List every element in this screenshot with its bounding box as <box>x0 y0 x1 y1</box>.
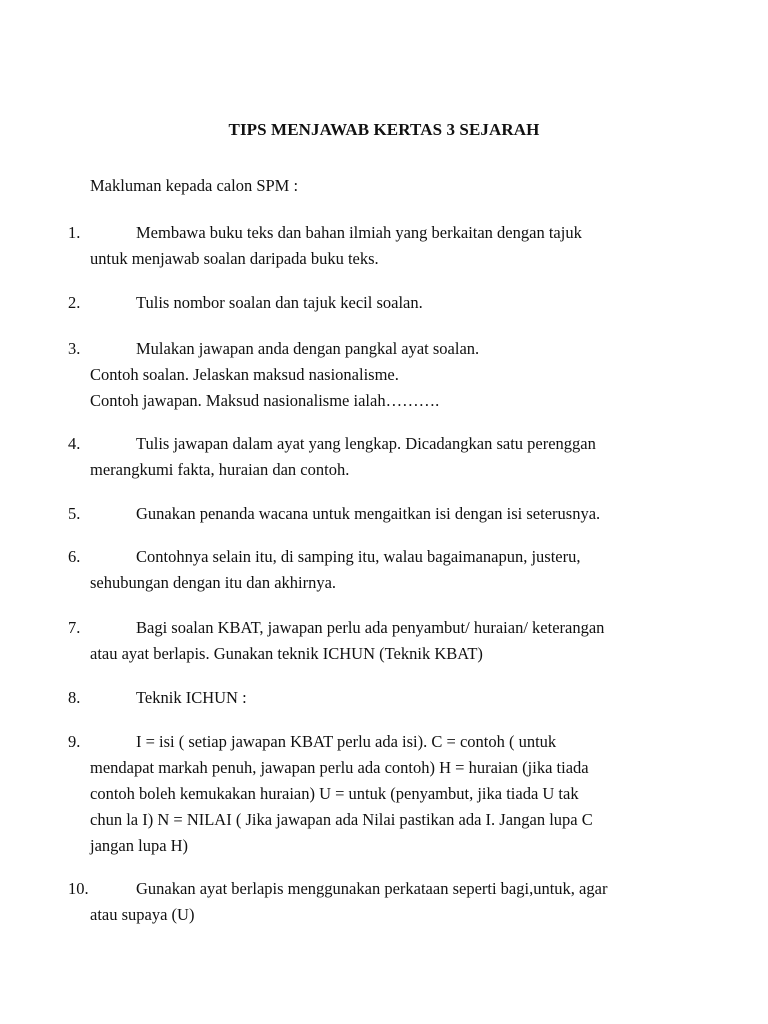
list-item <box>68 501 688 527</box>
item-number: 9. <box>68 732 81 751</box>
item-text: Gunakan ayat berlapis menggunakan perkataan seperti bagi,untuk, agar <box>136 879 608 898</box>
item-number: 4. <box>68 434 81 453</box>
item-text: Mulakan jawapan anda dengan pangkal ayat soalan. <box>136 339 480 358</box>
item-text-continued: contoh boleh kemukakan huraian) U = untuk (penyambut, jika tiada U tak <box>90 784 579 803</box>
item-text-continued: Contoh jawapan. Maksud nasionalisme ialah………. <box>90 391 440 410</box>
item-text: Tulis nombor soalan dan tajuk kecil soalan. <box>136 293 423 312</box>
item-text: I = isi ( setiap jawapan KBAT perlu ada isi). C = contoh ( untuk <box>136 732 557 751</box>
item-number: 5. <box>68 504 81 523</box>
page-title: TIPS MENJAWAB KERTAS 3 SEJARAH <box>228 120 540 139</box>
item-number: 10. <box>68 879 89 898</box>
item-text-continued: mendapat markah penuh, jawapan perlu ada contoh) H = huraian (jika tiada <box>90 758 589 777</box>
item-number: 7. <box>68 618 81 637</box>
item-text-continued: merangkumi fakta, huraian dan contoh. <box>90 460 350 479</box>
list-item <box>68 220 688 272</box>
item-text-continued: atau supaya (U) <box>90 905 195 924</box>
list-item <box>68 431 688 483</box>
item-number: 2. <box>68 293 81 312</box>
item-text: Tulis jawapan dalam ayat yang lengkap. Dicadangkan satu perenggan <box>136 434 596 453</box>
item-text-continued: untuk menjawab soalan daripada buku teks. <box>90 249 379 268</box>
item-number: 6. <box>68 547 81 566</box>
item-text: Contohnya selain itu, di samping itu, walau bagaimanapun, justeru, <box>136 547 581 566</box>
item-text: Membawa buku teks dan bahan ilmiah yang berkaitan dengan tajuk <box>136 223 582 242</box>
item-text: Teknik ICHUN : <box>136 688 247 707</box>
item-text-continued: Contoh soalan. Jelaskan maksud nasionalisme. <box>90 365 399 384</box>
list-item <box>68 685 688 711</box>
list-item <box>68 544 688 596</box>
item-number: 8. <box>68 688 81 707</box>
list-item <box>68 290 688 316</box>
list-item <box>68 729 688 859</box>
item-text-continued: sehubungan dengan itu dan akhirnya. <box>90 573 337 592</box>
item-text-continued: chun la I) N = NILAI ( Jika jawapan ada Nilai pastikan ada I. Jangan lupa C <box>90 810 593 829</box>
list-item <box>68 876 688 928</box>
item-text-continued: atau ayat berlapis. Gunakan teknik ICHUN (Teknik KBAT) <box>90 644 483 663</box>
list-item <box>68 615 688 667</box>
item-number: 1. <box>68 223 81 242</box>
list-item <box>68 336 688 414</box>
item-text: Bagi soalan KBAT, jawapan perlu ada penyambut/ huraian/ keterangan <box>136 618 605 637</box>
item-text-continued: jangan lupa H) <box>90 836 189 855</box>
item-text: Gunakan penanda wacana untuk mengaitkan isi dengan isi seterusnya. <box>136 504 601 523</box>
intro-text: Makluman kepada calon SPM : <box>90 176 299 195</box>
item-number: 3. <box>68 339 81 358</box>
